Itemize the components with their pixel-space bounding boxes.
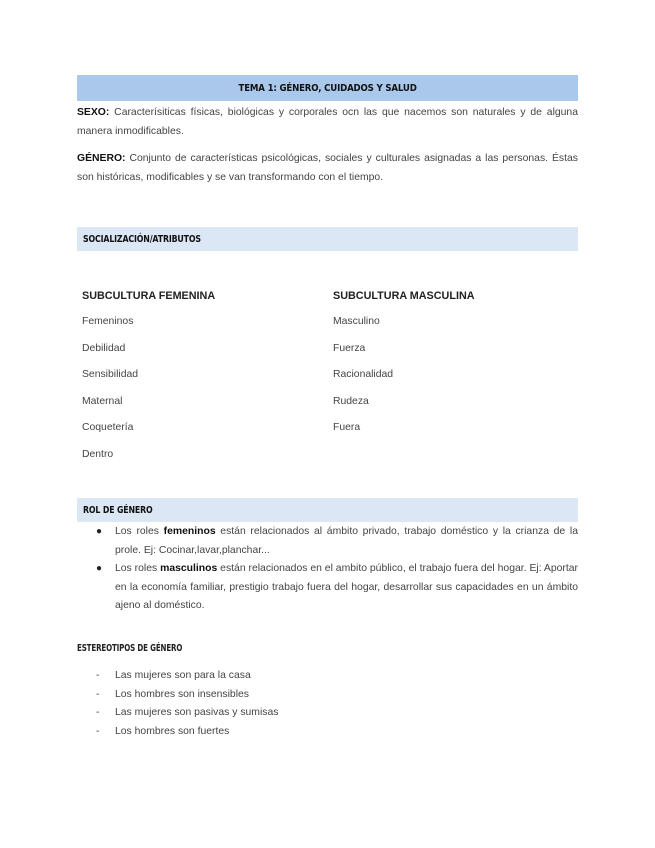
dash-icon: - [96, 707, 100, 719]
definition-term: SEXO: [77, 107, 110, 118]
dash-icon: - [96, 670, 100, 681]
section-title: ROL DE GÉNERO [83, 504, 153, 516]
stereotype-text: Las mujeres son pasivas y sumisas [115, 707, 279, 719]
definition-genero [77, 150, 578, 187]
attribute-item: Femeninos [82, 316, 134, 327]
definition-sexo [77, 104, 578, 141]
stereotype-text: Los hombres son insensibles [115, 688, 249, 700]
list-item [96, 523, 578, 560]
list-item [96, 560, 578, 616]
bullet-icon: ● [96, 526, 103, 537]
rol-keyword: masculinos [160, 563, 218, 574]
attribute-item: Rudeza [333, 395, 369, 407]
column-femenina [82, 290, 215, 476]
rol-text: Los roles [115, 526, 164, 537]
column-title: SUBCULTURA MASCULINA [333, 290, 475, 302]
list-item [96, 686, 278, 705]
rol-text: están relacionados en el ambito público, el trabajo fuera del hogar. Ej: Aportar en la economía familiar, prestigio trabajo fuera del hogar, desarrollar sus capacidades en un ámbito ajeno al doméstico. [115, 563, 578, 611]
stereotype-text: Los hombres son fuertes [115, 725, 230, 737]
attribute-item: Fuera [333, 422, 361, 434]
rol-text: Los roles [115, 563, 161, 574]
attribute-item: Debilidad [82, 342, 126, 354]
rol-text: están relacionados al ámbito privado, trabajo doméstico y la crianza de la prole. Ej: Cocinar,lavar,planchar... [115, 526, 578, 556]
list-item [96, 704, 278, 723]
rol-keyword: femeninos [163, 526, 216, 537]
dash-icon: - [96, 725, 100, 737]
bullet-icon: ● [96, 563, 103, 574]
section-title-estereotipos: ESTEREOTIPOS DE GÉNERO [77, 643, 183, 654]
definition-term: GÉNERO: [77, 153, 126, 164]
attribute-item: Fuerza [333, 342, 366, 354]
attribute-item: Racionalidad [333, 369, 394, 381]
list-item [96, 667, 278, 686]
section-header-rol [77, 498, 578, 522]
attribute-item: Sensibilidad [82, 369, 139, 381]
title-banner [77, 75, 578, 101]
section-header-socializacion [77, 227, 578, 251]
definition-text: Conjunto de características psicológicas, sociales y culturales asignadas a las personas. Éstas son históricas, modificables y se van transformando con el tiempo. [77, 153, 578, 183]
definition-text: Caracterísiticas físicas, biológicas y corporales ocn las que nacemos son naturales y de alguna manera inmodificables. [77, 107, 578, 137]
attribute-item: Coquetería [82, 422, 134, 434]
column-title: SUBCULTURA FEMENINA [82, 290, 216, 302]
estereotipos-list [96, 667, 278, 741]
stereotype-text: Las mujeres son para la casa [115, 670, 251, 681]
dash-icon: - [96, 688, 100, 700]
section-title: SOCIALIZACIÓN/ATRIBUTOS [83, 233, 201, 245]
attribute-item: Masculino [333, 316, 380, 327]
column-masculina [333, 290, 475, 449]
attribute-item: Dentro [82, 448, 114, 460]
attribute-item: Maternal [82, 395, 123, 407]
list-item [96, 723, 278, 742]
rol-list [96, 523, 578, 616]
page-title: TEMA 1: GÉNERO, CUIDADOS Y SALUD [238, 82, 417, 94]
